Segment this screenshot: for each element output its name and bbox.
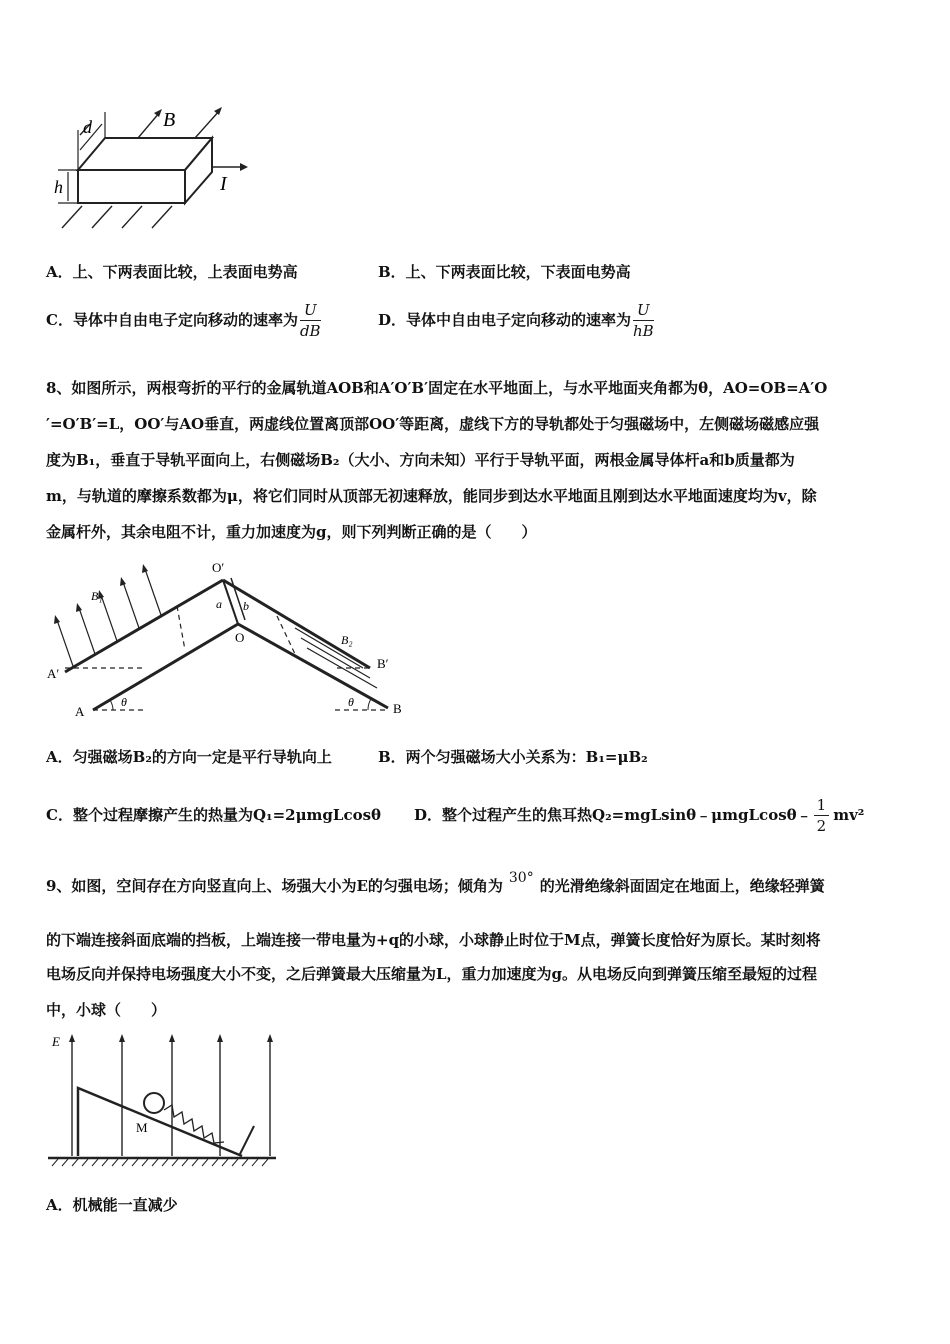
q8-option-d: [414, 785, 864, 845]
label-B: B: [163, 109, 176, 131]
q9-incline-figure: [44, 1030, 284, 1170]
label-E: E: [52, 1034, 60, 1049]
q9-line-3: 电场反向并保持电场强度大小不变，之后弹簧最大压缩量为L，重力加速度为g。从电场反向到弹簧压缩至最短的过程: [46, 965, 818, 983]
label-B: B: [393, 701, 402, 716]
fraction-denominator: hB: [633, 321, 654, 340]
label-B2: B₂: [341, 633, 353, 647]
label-a: a: [216, 597, 222, 611]
q7-option-c: [46, 298, 321, 342]
q8-line: m，与轨道的摩擦系数都为μ，将它们同时从顶部无初速释放，能同步到达水平地面且刚到达水平地面速度均为v，除: [46, 487, 817, 505]
q9-line-1a: 9、如图，空间存在方向竖直向上、场强大小为E的匀强电场；倾角为: [46, 877, 503, 895]
q9-angle: 30°: [508, 870, 534, 886]
q8-option-b: B．两个匀强磁场大小关系为：B₁=μB₂: [378, 748, 648, 766]
label-A-prime: A′: [47, 666, 60, 681]
q8-rails-figure: [45, 558, 410, 720]
fraction-numerator: 1: [814, 795, 830, 816]
label-O: O: [235, 630, 245, 645]
q7-option-c-fraction: [300, 300, 321, 341]
q9-line-1: [46, 870, 825, 897]
q8-line: ′=O′B′=L，OO′与AO垂直，两虚线位置离顶部OO′等距离，虚线下方的导轨都处于匀强磁场中，左侧磁场磁感应强: [46, 415, 820, 433]
q7-option-c-text: C．导体中自由电子定向移动的速率为: [46, 311, 298, 329]
q8-line: 金属杆外，其余电阻不计，重力加速度为g，则下列判断正确的是（ ）: [46, 523, 537, 541]
q7-option-d: [378, 298, 654, 342]
fraction-numerator: U: [633, 300, 654, 321]
q8-option-d-text: D．整个过程产生的焦耳热Q₂=mgLsinθ﹣μmgLcosθ﹣: [414, 806, 812, 824]
q9-option-a: A．机械能一直减少: [46, 1196, 178, 1214]
label-O-prime: O′: [212, 560, 225, 575]
fraction-denominator: 2: [816, 816, 827, 835]
q9-line-2: 的下端连接斜面底端的挡板，上端连接一带电量为+q的小球，小球静止时位于M点，弹簧长度恰好为原长。某时刻将: [46, 931, 821, 949]
label-h: h: [54, 177, 63, 197]
q8-option-d-fraction: [814, 795, 830, 836]
label-b: b: [243, 599, 249, 613]
q9-line-1b: 的光滑绝缘斜面固定在地面上，绝缘轻弹簧: [539, 877, 825, 895]
q7-option-d-fraction: [633, 300, 654, 341]
label-theta-left: θ: [121, 695, 127, 709]
q7-option-d-text: D．导体中自由电子定向移动的速率为: [378, 311, 632, 329]
q7-conductor-figure: [50, 100, 260, 230]
q8-line: 度为B₁，垂直于导轨平面向上，右侧磁场B₂（大小、方向未知）平行于导轨平面，两根金属导体杆a和b质量都为: [46, 451, 795, 469]
q7-option-b: B．上、下两表面比较，下表面电势高: [378, 263, 631, 281]
q7-option-a: A．上、下两表面比较，上表面电势高: [46, 263, 298, 281]
q9-line-4: 中，小球（ ）: [46, 1001, 167, 1019]
label-theta-right: θ: [348, 695, 354, 709]
label-d: d: [83, 117, 92, 137]
q8-option-c: C．整个过程摩擦产生的热量为Q₁=2μmgLcosθ: [46, 806, 382, 824]
q8-stem: [46, 370, 906, 550]
label-B-prime: B′: [377, 656, 389, 671]
label-I: I: [220, 173, 227, 195]
fraction-numerator: U: [300, 300, 321, 321]
q8-option-a: A．匀强磁场B₂的方向一定是平行导轨向上: [46, 748, 332, 766]
label-M: M: [136, 1120, 148, 1135]
q8-option-d-tail: mv²: [833, 806, 865, 824]
label-B1: B₁: [91, 589, 103, 603]
fraction-denominator: dB: [299, 321, 321, 340]
q8-line: 8、如图所示，两根弯折的平行的金属轨道AOB和A′O′B′固定在水平地面上，与水平地面夹角都为θ，AO=OB=A′O: [46, 379, 828, 397]
label-A: A: [75, 704, 85, 719]
